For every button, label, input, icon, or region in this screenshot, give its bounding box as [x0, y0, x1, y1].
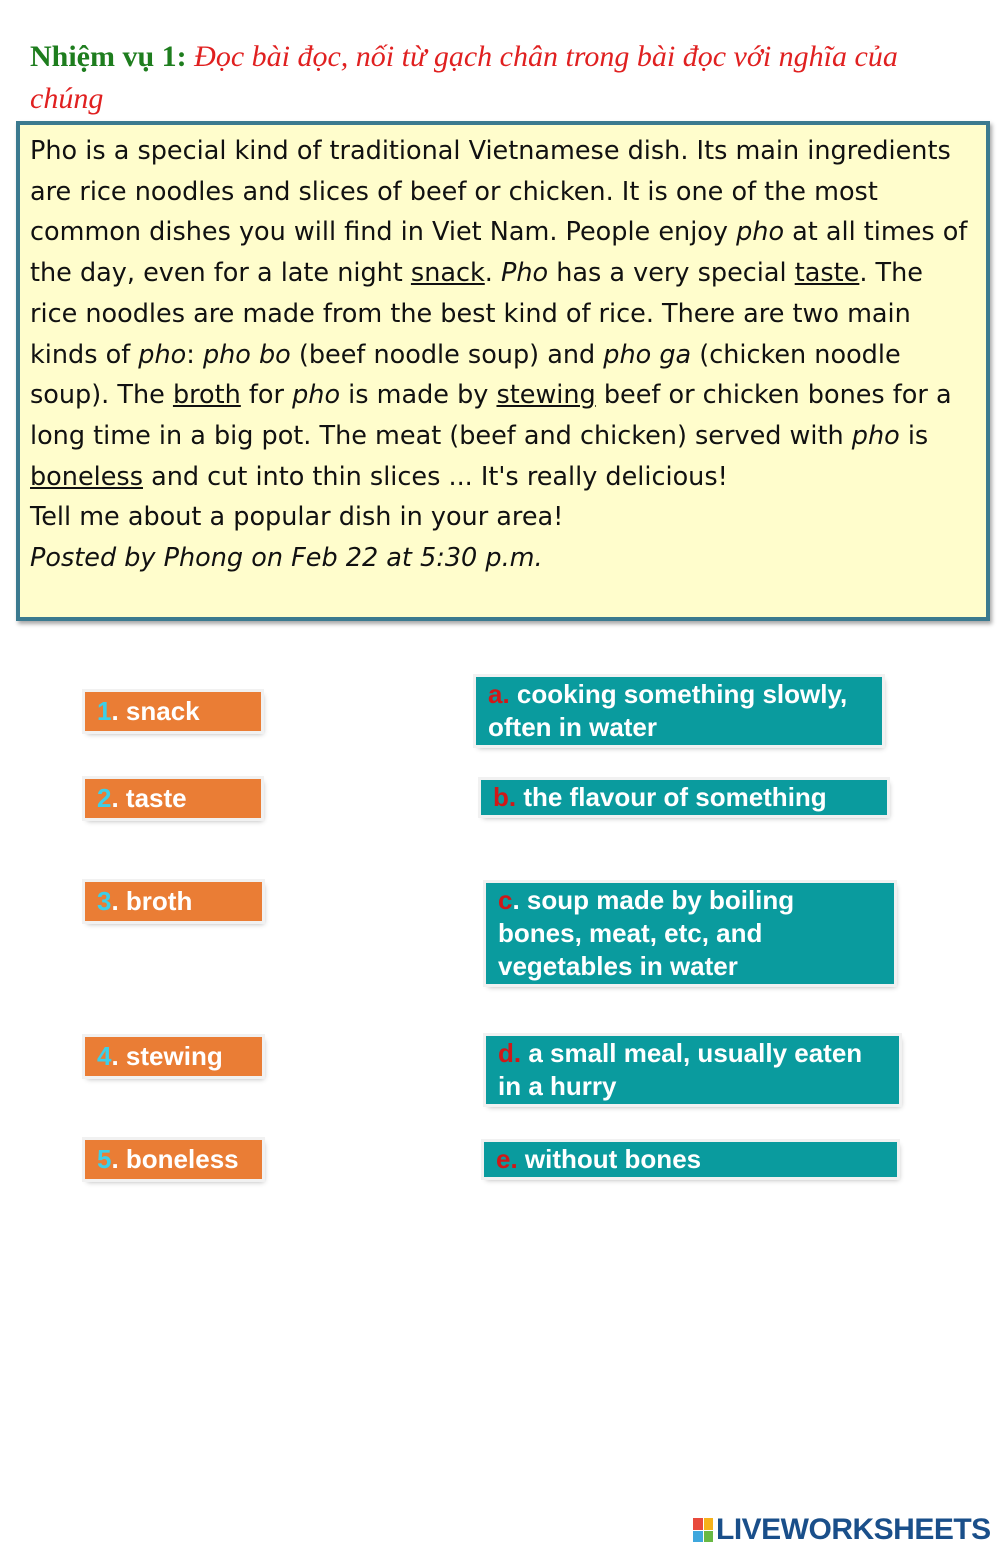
italic-word: pho [292, 380, 341, 411]
passage-text: (chicken noodle soup). The [30, 339, 901, 411]
italic-word: pho bo [202, 339, 291, 370]
word-label: . taste [111, 783, 187, 813]
task-heading [30, 36, 930, 120]
word-label: . snack [111, 696, 200, 726]
underlined-word: broth [172, 380, 241, 411]
definition-text: without bones [517, 1144, 702, 1174]
passage-text: . The rice noodles are made from the best kind of rice. There are two main kinds of [30, 258, 923, 370]
italic-word: pho [851, 420, 900, 451]
underlined-word: snack [410, 258, 485, 289]
liveworksheets-logo [693, 1512, 991, 1548]
word-box-taste[interactable] [85, 779, 261, 818]
definition-text: cooking something slowly, often in water [488, 679, 848, 742]
word-number: 2 [97, 783, 112, 813]
passage-text: beef or chicken bones for a long time in a big pot. The meat (beef and chicken) served with [30, 380, 952, 451]
definition-text: the flavour of something [516, 782, 827, 812]
definition-letter: e. [496, 1144, 518, 1174]
word-number: 5 [97, 1144, 112, 1174]
italic-word: pho [138, 339, 187, 370]
definition-box-c[interactable] [486, 883, 894, 984]
word-label: . stewing [111, 1041, 223, 1071]
definition-box-e[interactable] [484, 1142, 897, 1177]
passage-text: Pho is a special kind of traditional Vietnamese dish. Its main ingredients are rice noodles and slices of beef or chicken. It is one of the most common dishes you will find in Viet Nam. People enjoy [30, 136, 951, 248]
passage-text: is made by [340, 380, 497, 411]
definition-letter: c [498, 885, 513, 915]
passage-text: for [240, 380, 293, 411]
italic-word: pho [736, 217, 785, 248]
definition-letter: d. [498, 1038, 522, 1068]
word-box-broth[interactable] [85, 882, 262, 921]
logo-icon [693, 1518, 713, 1542]
word-number: 4 [97, 1041, 112, 1071]
passage-text: has a very special [548, 258, 795, 289]
word-box-stewing[interactable] [85, 1037, 262, 1076]
passage-text: is [899, 420, 929, 451]
word-number: 1 [97, 696, 112, 726]
word-label: . broth [111, 886, 193, 916]
word-box-boneless[interactable] [85, 1140, 262, 1179]
definition-letter: b. [493, 782, 517, 812]
definition-box-b[interactable] [481, 780, 887, 815]
passage-text: : [186, 339, 203, 370]
word-box-snack[interactable] [85, 692, 261, 731]
passage-text: and cut into thin slices ... It's really delicious! [142, 461, 728, 492]
definition-text: . soup made by boiling bones, meat, etc, and vegetables in water [498, 885, 795, 981]
definition-letter: a. [488, 679, 510, 709]
italic-word: Pho [501, 258, 549, 289]
definition-box-d[interactable] [486, 1036, 899, 1104]
underlined-word: stewing [496, 380, 596, 411]
underlined-word: boneless [30, 461, 143, 492]
definition-text: a small meal, usually eaten in a hurry [498, 1038, 863, 1101]
task-instruction: Đọc bài đọc, nối từ gạch chân trong bài đọc với nghĩa của chúng [30, 40, 898, 115]
passage-text: (beef noodle soup) and [290, 339, 604, 370]
passage-text: . [484, 258, 501, 289]
definition-box-a[interactable] [476, 677, 882, 745]
word-number: 3 [97, 886, 112, 916]
reading-passage [16, 121, 990, 621]
word-label: . boneless [111, 1144, 239, 1174]
task-label: Nhiệm vụ 1: [30, 40, 187, 73]
passage-question: Tell me about a popular dish in your area! [30, 502, 564, 533]
passage-body [30, 131, 976, 497]
logo-text: LIVEWORKSHEETS [716, 1513, 991, 1546]
underlined-word: taste [794, 258, 860, 289]
passage-posted-by: Posted by Phong on Feb 22 at 5:30 p.m. [30, 543, 543, 574]
italic-word: pho ga [603, 339, 692, 370]
passage-text: at all times of the day, even for a late night [30, 217, 968, 289]
